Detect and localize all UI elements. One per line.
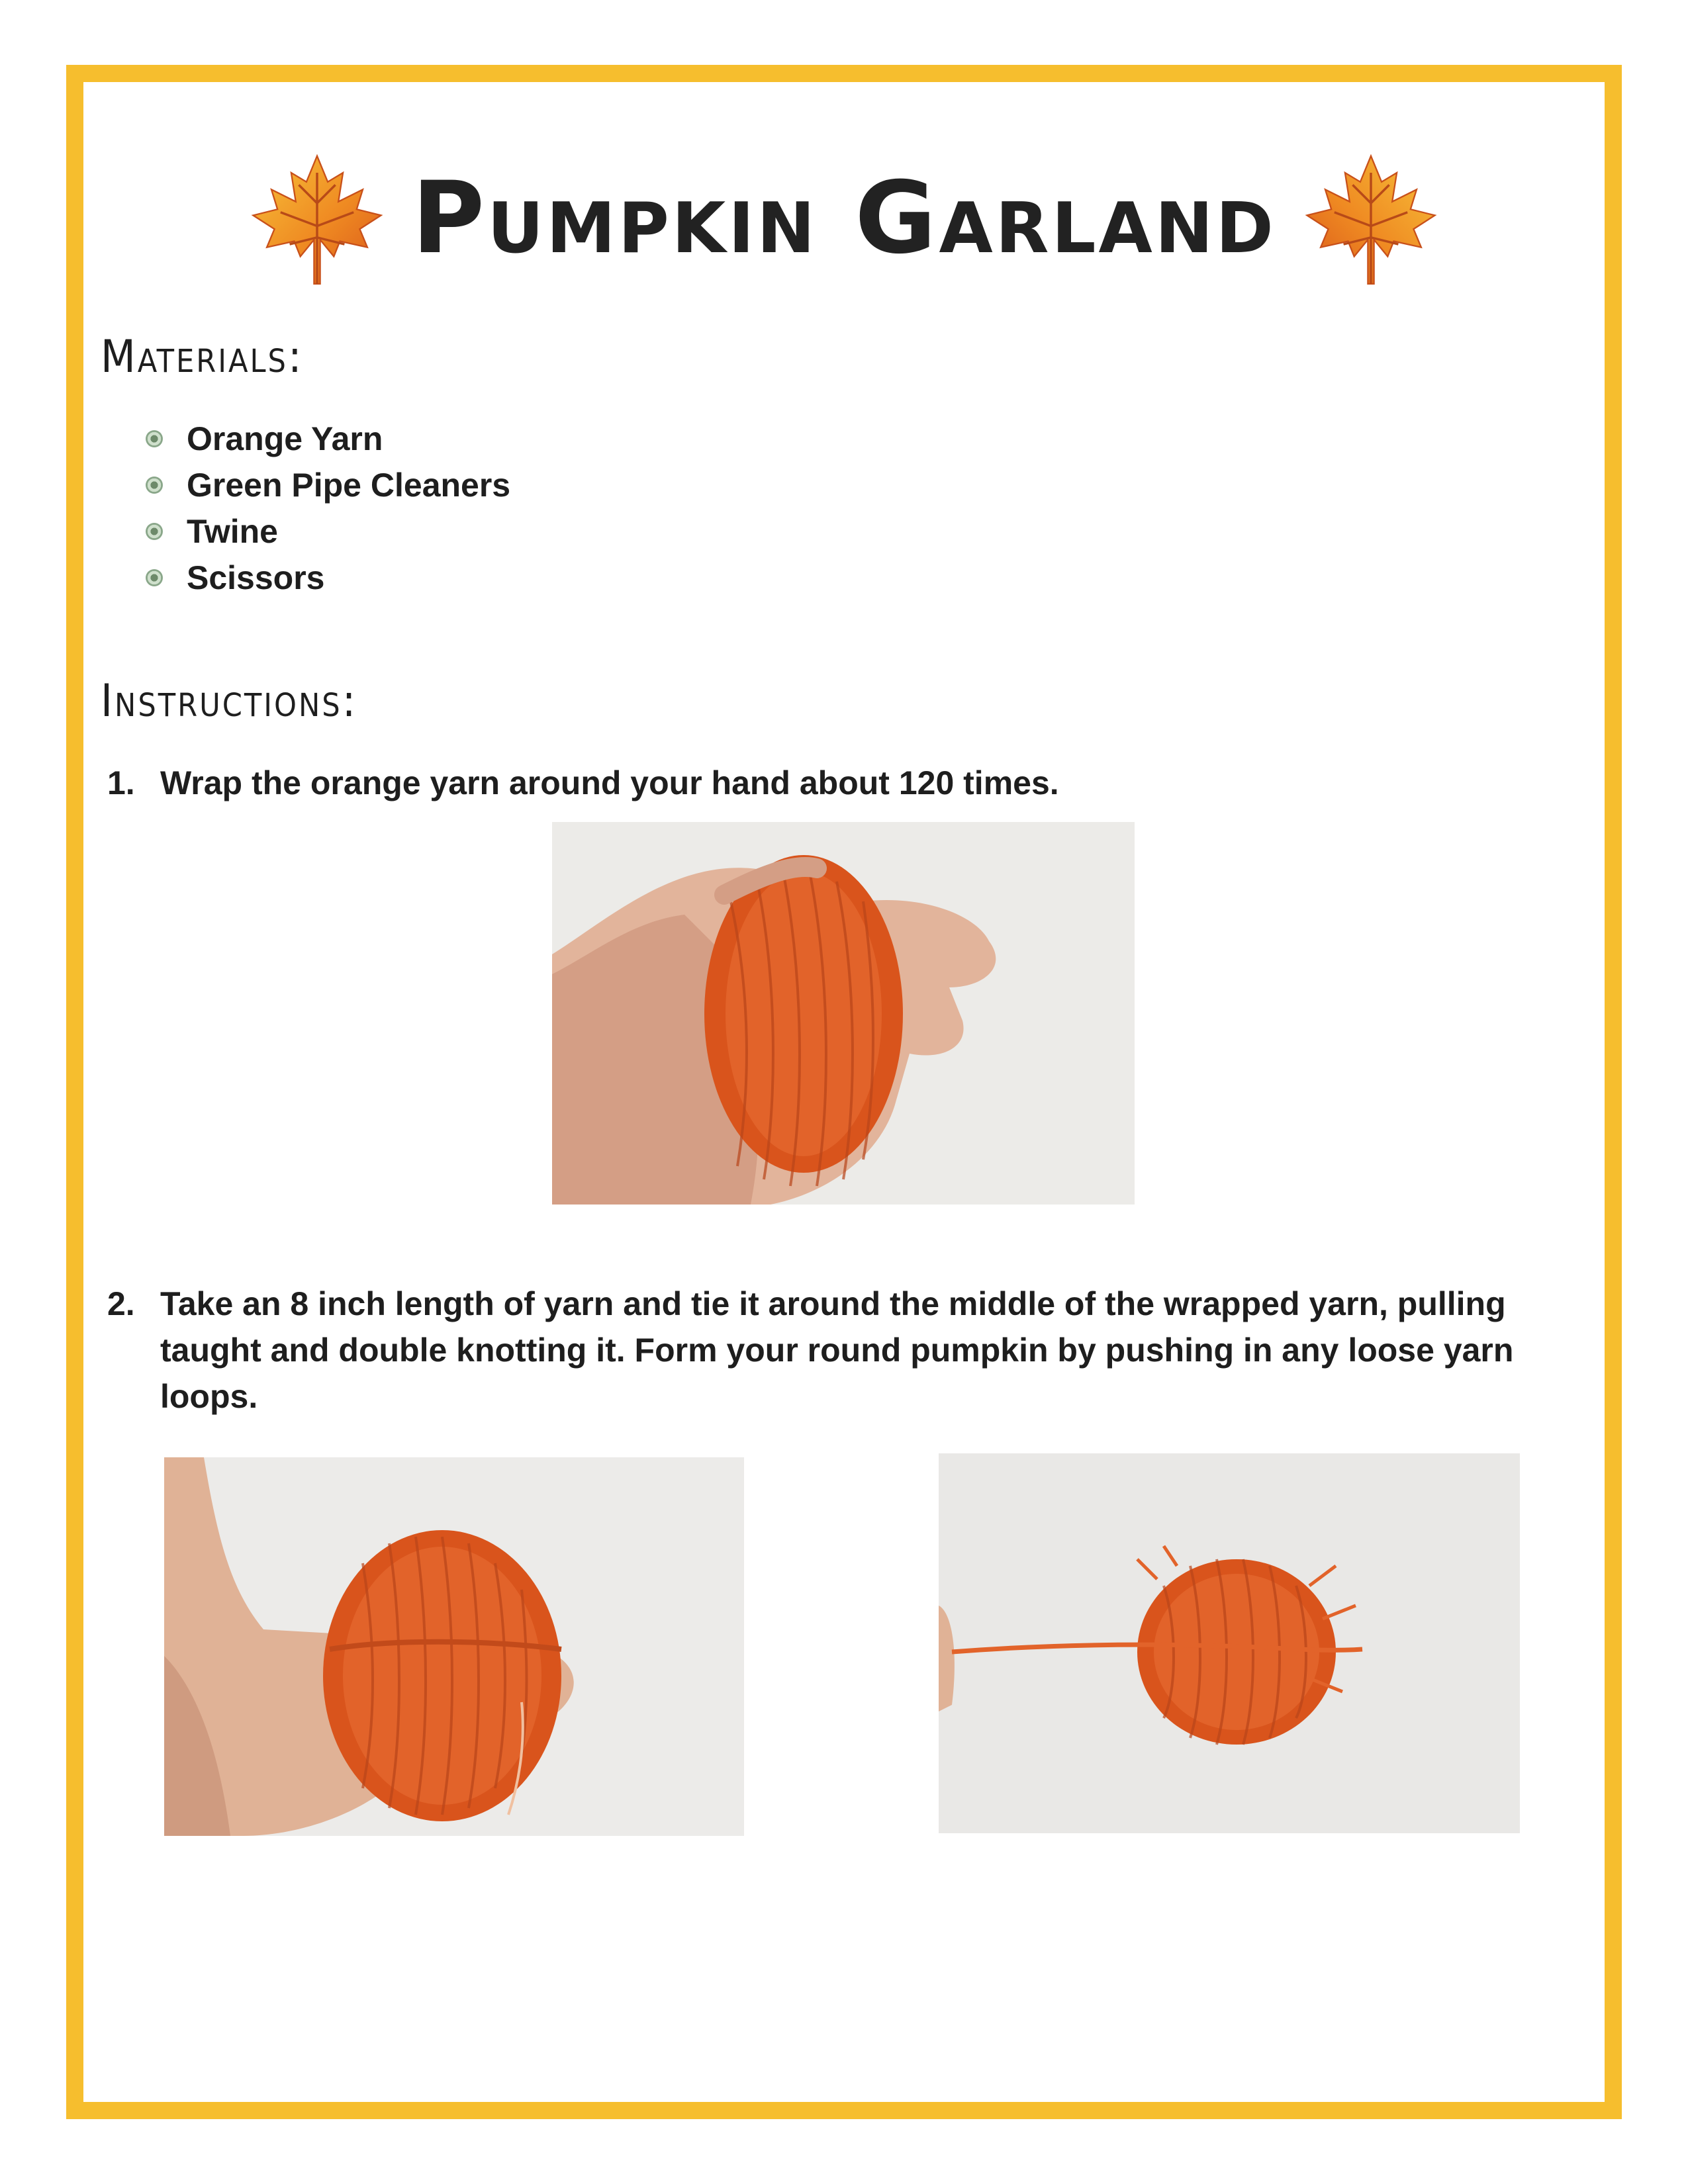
material-label: Scissors	[187, 559, 325, 596]
maple-leaf-icon	[241, 142, 393, 295]
list-item	[146, 508, 510, 555]
step-text: Take an 8 inch length of yarn and tie it around the middle of the wrapped yarn, pulling taught and double knotting it. Form your round pumpkin by pushing in any loose yarn loops.	[160, 1285, 1514, 1415]
step-text: Wrap the orange yarn around your hand about 120 times.	[160, 764, 1059, 801]
photo-yarn-tied-on-hand	[164, 1457, 744, 1836]
materials-list	[146, 416, 510, 601]
materials-heading: Materials:	[101, 331, 304, 383]
photo-yarn-wrapped-on-hand	[552, 822, 1135, 1205]
instruction-step-2	[107, 1281, 1577, 1420]
list-item	[146, 555, 510, 601]
list-item	[146, 462, 510, 508]
bullet-icon	[146, 477, 163, 494]
step-number: 1.	[107, 764, 135, 801]
bullet-icon	[146, 430, 163, 447]
step-number: 2.	[107, 1285, 135, 1322]
instruction-step-1	[107, 760, 1577, 806]
bullet-icon	[146, 523, 163, 540]
material-label: Orange Yarn	[187, 420, 383, 457]
photo-yarn-pumpkin-with-string	[939, 1453, 1520, 1833]
page-title: Pumpkin Garland	[412, 161, 1276, 276]
title-row	[0, 132, 1688, 304]
instructions-heading: Instructions:	[101, 675, 358, 727]
material-label: Twine	[187, 513, 278, 550]
list-item	[146, 416, 510, 462]
maple-leaf-icon	[1295, 142, 1447, 295]
bullet-icon	[146, 569, 163, 586]
material-label: Green Pipe Cleaners	[187, 467, 511, 504]
